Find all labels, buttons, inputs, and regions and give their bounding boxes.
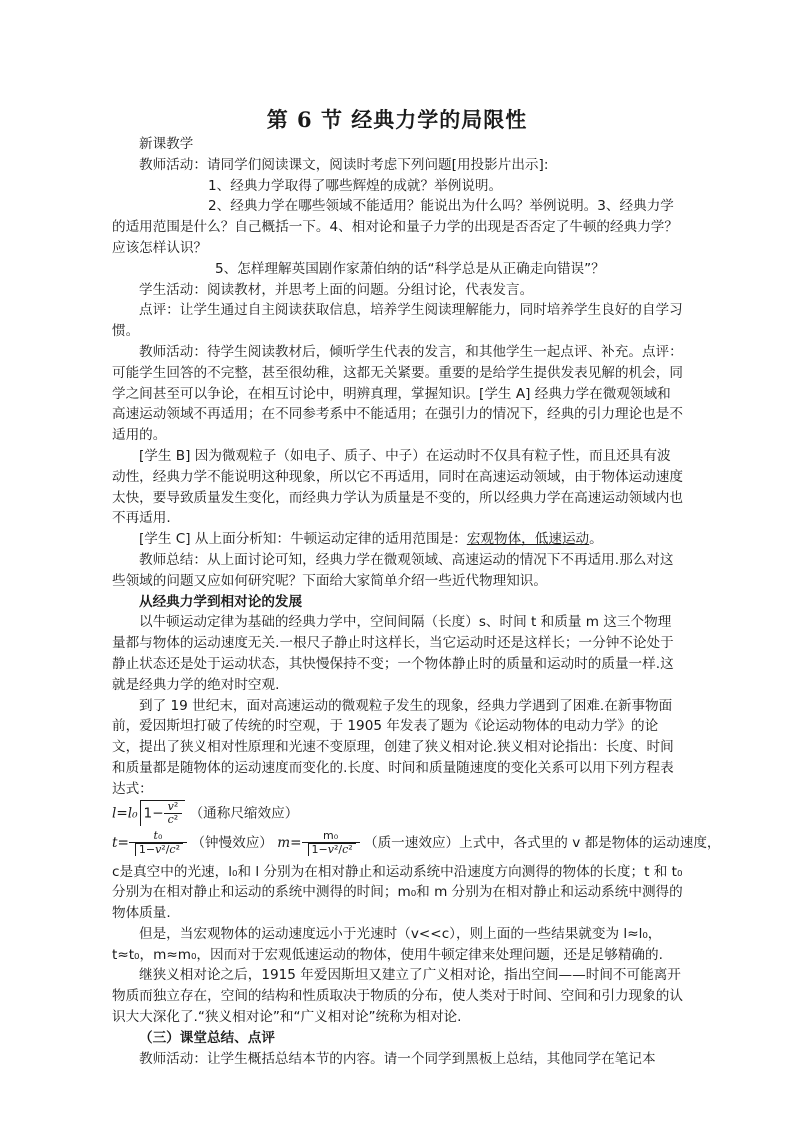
paragraph-teacher-summary: 教师总结：从上面讨论可知，经典力学在微观领域、高速运动的情况下不再适用.那么对这些领域的问题又应如何研究呢？下面给大家简单介绍一些近代物理知识。	[112, 551, 674, 589]
paragraph-formula-explanation: c是真空中的光速，l₀和 l 分别为在相对静止和运动系统中沿速度方向测得的物体的长度；t 和 t₀分别为在相对静止和运动的系统中测得的时间；m₀和 m 分别为在相对静止和运动系统中测得的物体质量.	[112, 863, 683, 922]
fraction-mass: $\frac{\text{m₀}}{\text{1−v²/c²}}$	[302, 830, 360, 856]
paragraph-new-lesson: 新课教学	[139, 136, 194, 152]
formula-length	[112, 800, 298, 826]
paragraph-teacher-activity-3: 教师活动：让学生概括总结本节的内容。请一个同学到黑板上总结，其他同学在笔记本	[139, 1050, 656, 1067]
mass-numerator: m₀	[302, 830, 360, 843]
question-2-4: 2、经典力学在哪些领域不能适用？能说出为什么吗？举例说明。3、经典力学的适用范围是什么？自己概括一下。4、相对论和量子力学的出现是否否定了牛顿的经典力学？应该怎样认识？	[112, 198, 678, 256]
formula-length-label: （通称尺缩效应）	[189, 805, 299, 821]
sqrt-symbol: 1− $\frac{\text{v²}}{\text{c²}}$	[140, 800, 186, 826]
section-heading-relativity: 从经典力学到相对论的发展	[139, 593, 303, 610]
paragraph-student-activity: 学生活动：阅读教材，并思考上面的问题。分组讨论，代表发言。	[139, 281, 534, 298]
formula-time-label: （钟慢效应）	[191, 834, 273, 851]
section-heading-summary: （三）课堂总结、点评	[139, 1029, 275, 1046]
paragraph-einstein: 到了 19 世纪末，面对高速运动的微观粒子发生的现象，经典力学遇到了困难.在新事物面前，爱因斯坦打破了传统的时空观，于 1905 年发表了题为《论运动物体的电动力学》的论文，提出了狭义相对性原理和光速不变原理，创建了狭义相对论.狭义相对论指出：长度、时间和质量都是随物体的运动速度而变化的.长度、时间和质量随速度的变化关系可以用下列方程表达式：	[112, 697, 674, 797]
paragraph-teacher-activity-2: 教师活动：待学生阅读教材后，倾听学生代表的发言，和其他学生一起点评、补充。点评：可能学生回答的不完整，甚至很幼稚，这都无关紧要。重要的是给学生提供发表见解的机会，同学之间甚至可以争论，在相互讨论中，明辨真理，掌握知识。[学生 A] 经典力学在微观领域和高速运动领域不再适用；在不同参考系中不能适用；在强引力的情况下，经典的引力理论也是不适用的。	[112, 343, 683, 444]
page-title: 第 6 节 经典力学的局限性	[266, 107, 528, 132]
paragraph-classical-spacetime: 以牛顿运动定律为基础的经典力学中，空间间隔（长度）s、时间 t 和质量 m 这三个物理量都与物体的运动速度无关.一根尺子静止时这样长，当它运动时还是这样长；一分钟不论处于静止状态还是处于运动状态，其快慢保持不变；一个物体静止时的质量和运动时的质量一样.这就是经典力学的绝对时空观.	[112, 614, 674, 693]
formula-mass-lhs: m=	[277, 834, 302, 851]
paragraph-teacher-activity: 教师活动：请同学们阅读课文，阅读时考虑下列问题[用投影片出示]:	[139, 156, 549, 173]
formula-tail-text: 上式中，各式里的 v 都是物体的运动速度，	[459, 834, 721, 851]
formula-time	[112, 830, 721, 856]
formula-length-lhs: l=l₀	[112, 805, 138, 821]
paragraph-comment: 点评：让学生通过自主阅读获取信息，培养学生阅读理解能力，同时培养学生良好的自学习惯。	[112, 302, 683, 340]
student-c-end: 。	[589, 531, 603, 548]
formula-block	[112, 799, 721, 862]
document-body	[112, 134, 721, 1069]
paragraph-general-relativity: 继狭义相对论之后，1915 年爱因斯坦又建立了广义相对论，指出空间——时间不可能离开物质而独立存在，空间的结构和性质取决于物质的分布，使人类对于时间、空间和引力现象的认识大大深化了.“狭义相对论”和“广义相对论”统称为相对论.	[112, 967, 683, 1026]
paragraph-student-c	[112, 529, 684, 550]
formula-mass-label: （质一速效应）	[364, 834, 460, 851]
student-c-text: [学生 C] 从上面分析知：牛顿运动定律的适用范围是：	[139, 531, 467, 548]
fraction-v2-c2: $\frac{\text{v²}}{\text{c²}}$	[164, 801, 183, 826]
formula-time-lhs: t=	[112, 834, 129, 851]
paragraph-student-b: [学生 B] 因为微观粒子（如电子、质子、中子）在运动时不仅具有粒子性，而且还具有波动性，经典力学不能说明这种现象，所以它不再适用，同时在高速运动领域，由于物体运动速度太快，要导致质量发生变化，而经典力学认为质量是不变的，所以经典力学在高速运动领域内也不再适用.	[112, 447, 683, 527]
question-1: 1、经典力学取得了哪些辉煌的成就？举例说明。	[208, 177, 503, 194]
question-5: 5、怎样理解英国剧作家萧伯纳的话“科学总是从正确走向错误”？	[215, 260, 605, 277]
underlined-answer: 宏观物体，低速运动	[466, 531, 590, 548]
fraction-time: $\frac{\text{t₀}}{\text{1−v²/c²}}$	[129, 830, 187, 856]
paragraph-low-speed: 但是，当宏观物体的运动速度远小于光速时（v<<c），则上面的一些结果就变为 l≈l₀，t≈t₀，m≈m₀，因而对于宏观低速运动的物体，使用牛顿定律来处理问题，还是足够精确的.	[112, 925, 663, 963]
